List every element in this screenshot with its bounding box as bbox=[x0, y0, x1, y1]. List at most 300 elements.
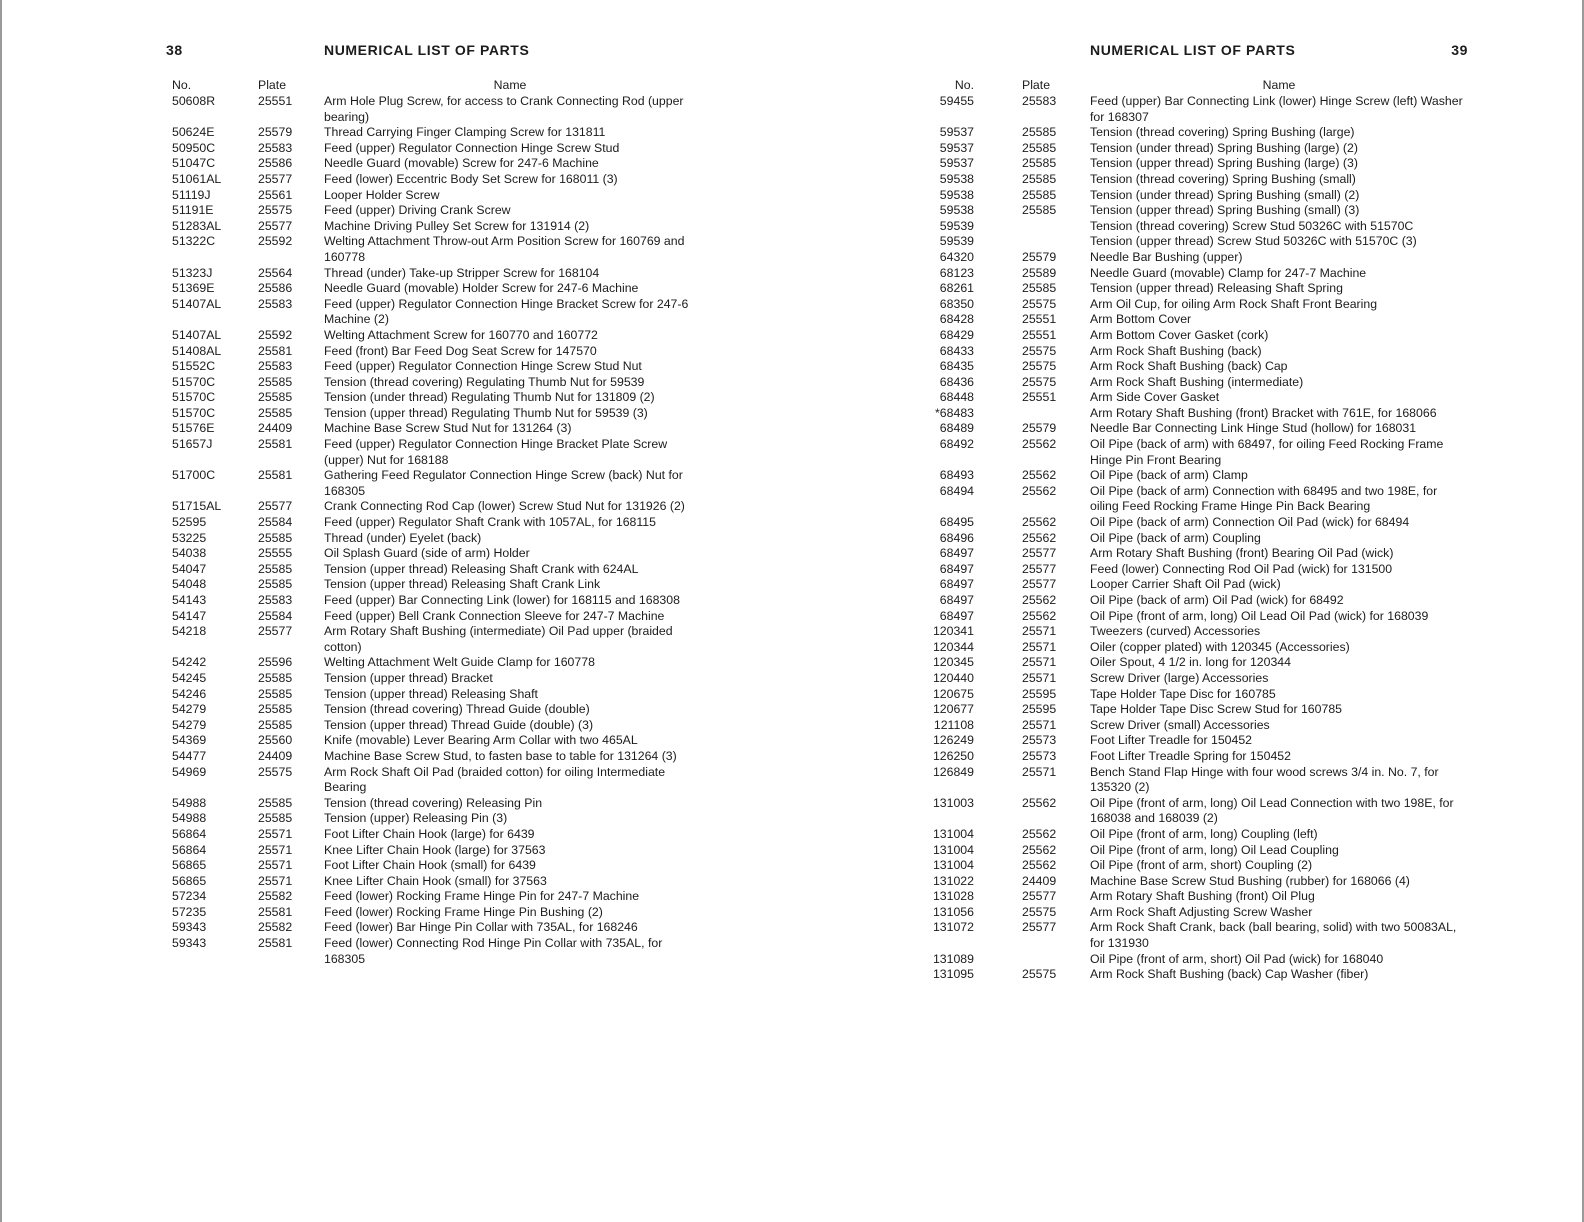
part-name: Tension (under thread) Spring Bushing (large) (2) bbox=[1090, 140, 1358, 155]
table-row bbox=[166, 858, 696, 874]
part-number: 131089 bbox=[932, 951, 974, 966]
plate-number: 25585 bbox=[1022, 156, 1057, 171]
part-name: Feed (lower) Bar Hinge Pin Collar with 735AL, for 168246 bbox=[324, 920, 638, 935]
part-number: 120677 bbox=[932, 702, 974, 717]
plate-number: 25583 bbox=[258, 359, 293, 374]
plate-number: 25577 bbox=[258, 171, 293, 186]
table-row bbox=[928, 468, 1468, 484]
table-row bbox=[166, 188, 696, 204]
part-name: Tension (thread covering) Screw Stud 50326C with 51570C bbox=[1090, 218, 1414, 233]
part-number: 68123 bbox=[939, 265, 974, 280]
table-row bbox=[928, 297, 1468, 313]
part-name: Foot Lifter Chain Hook (large) for 6439 bbox=[324, 826, 535, 841]
part-number: 59538 bbox=[939, 171, 974, 186]
table-row bbox=[928, 920, 1468, 951]
part-name: Oil Pipe (back of arm) Connection Oil Pad (wick) for 68494 bbox=[1090, 515, 1410, 530]
part-number: 51700C bbox=[172, 468, 216, 483]
table-row bbox=[166, 765, 696, 796]
part-name: Welting Attachment Screw for 160770 and 160772 bbox=[324, 327, 598, 342]
table-row bbox=[928, 609, 1468, 625]
part-name: Arm Rock Shaft Bushing (back) bbox=[1090, 343, 1262, 358]
part-number: 51369E bbox=[172, 281, 215, 296]
part-number: 120344 bbox=[932, 639, 974, 654]
table-row bbox=[166, 671, 696, 687]
plate-number: 25561 bbox=[258, 187, 293, 202]
part-number: 51407AL bbox=[172, 327, 222, 342]
table-row bbox=[166, 125, 696, 141]
part-name: Oil Pipe (front of arm, long) Oil Lead Oil Pad (wick) for 168039 bbox=[1090, 608, 1429, 623]
column-header-no: No. bbox=[172, 78, 192, 92]
part-number: 126849 bbox=[932, 764, 974, 779]
table-row bbox=[166, 94, 696, 125]
plate-number: 25585 bbox=[258, 561, 293, 576]
plate-number: 25562 bbox=[1022, 858, 1057, 873]
part-name: Oil Pipe (front of arm, short) Oil Pad (wick) for 168040 bbox=[1090, 951, 1384, 966]
plate-number: 25585 bbox=[258, 686, 293, 701]
part-name: Oil Splash Guard (side of arm) Holder bbox=[324, 546, 530, 561]
table-row bbox=[928, 874, 1468, 890]
plate-number: 25586 bbox=[258, 156, 293, 171]
table-row bbox=[166, 624, 696, 655]
plate-number: 25562 bbox=[1022, 530, 1057, 545]
plate-number: 25562 bbox=[1022, 483, 1057, 498]
part-name: Feed (upper) Driving Crank Screw bbox=[324, 203, 511, 218]
part-name: Thread (under) Eyelet (back) bbox=[324, 530, 482, 545]
table-row bbox=[166, 936, 696, 967]
table-row bbox=[928, 733, 1468, 749]
part-number: 59537 bbox=[939, 140, 974, 155]
part-number: 51552C bbox=[172, 359, 216, 374]
part-number: 126249 bbox=[932, 733, 974, 748]
part-number: 59538 bbox=[939, 203, 974, 218]
table-row bbox=[166, 843, 696, 859]
table-row bbox=[928, 687, 1468, 703]
part-name: Looper Carrier Shaft Oil Pad (wick) bbox=[1090, 577, 1281, 592]
plate-number: 25575 bbox=[1022, 343, 1057, 358]
plate-number: 25571 bbox=[1022, 670, 1057, 685]
part-name: Arm Rotary Shaft Bushing (front) Bearing Oil Pad (wick) bbox=[1090, 546, 1394, 561]
table-row bbox=[928, 328, 1468, 344]
table-row bbox=[166, 562, 696, 578]
plate-number: 25577 bbox=[258, 218, 293, 233]
plate-number: 25560 bbox=[258, 733, 293, 748]
part-name: Feed (lower) Rocking Frame Hinge Pin for 247-7 Machine bbox=[324, 889, 640, 904]
part-number: 54147 bbox=[172, 608, 207, 623]
part-name: Thread (under) Take-up Stripper Screw for 168104 bbox=[324, 265, 600, 280]
plate-number: 25555 bbox=[258, 546, 293, 561]
part-name: Knee Lifter Chain Hook (large) for 37563 bbox=[324, 842, 546, 857]
table-row bbox=[166, 219, 696, 235]
table-row bbox=[928, 655, 1468, 671]
table-row bbox=[166, 390, 696, 406]
table-row bbox=[928, 671, 1468, 687]
part-name: Needle Guard (movable) Holder Screw for 247-6 Machine bbox=[324, 281, 639, 296]
table-row bbox=[166, 718, 696, 734]
part-name: Arm Rock Shaft Crank, back (ball bearing, solid) with two 50083AL, for 131930 bbox=[1090, 920, 1457, 951]
part-number: 54969 bbox=[172, 764, 207, 779]
plate-number: 25562 bbox=[1022, 468, 1057, 483]
page-title: NUMERICAL LIST OF PARTS bbox=[1090, 42, 1296, 58]
part-name: Oil Pipe (front of arm, long) Coupling (left) bbox=[1090, 826, 1318, 841]
part-number: 54245 bbox=[172, 670, 207, 685]
table-row bbox=[928, 203, 1468, 219]
part-name: Tension (under thread) Regulating Thumb Nut for 131809 (2) bbox=[324, 390, 655, 405]
part-number: 52595 bbox=[172, 515, 207, 530]
part-number: 54279 bbox=[172, 702, 207, 717]
plate-number: 25571 bbox=[1022, 624, 1057, 639]
plate-number: 25585 bbox=[258, 405, 293, 420]
plate-number: 25562 bbox=[1022, 593, 1057, 607]
page-number: 38 bbox=[166, 42, 183, 58]
table-row bbox=[166, 889, 696, 905]
table-row bbox=[928, 344, 1468, 360]
part-name: Feed (upper) Bar Connecting Link (lower) for 168115 and 168308 bbox=[324, 593, 680, 607]
part-name: Tension (thread covering) Regulating Thumb Nut for 59539 bbox=[324, 374, 645, 389]
part-name: Oil Pipe (front of arm, short) Coupling (2) bbox=[1090, 858, 1313, 873]
part-number: 68497 bbox=[939, 608, 974, 623]
part-name: Oil Pipe (back of arm) Clamp bbox=[1090, 468, 1248, 483]
part-number: 59455 bbox=[939, 94, 974, 108]
part-number: *68483 bbox=[935, 405, 974, 420]
part-number: 51047C bbox=[172, 156, 216, 171]
table-row bbox=[166, 811, 696, 827]
plate-number: 25571 bbox=[258, 858, 293, 873]
part-number: 51061AL bbox=[172, 171, 222, 186]
right-page-header bbox=[928, 40, 1468, 64]
plate-number: 25582 bbox=[258, 889, 293, 904]
plate-number: 25571 bbox=[1022, 639, 1057, 654]
table-row bbox=[928, 765, 1468, 796]
part-name: Tension (upper thread) Releasing Shaft Spring bbox=[1090, 281, 1343, 296]
plate-number: 25585 bbox=[1022, 140, 1057, 155]
part-name: Oil Pipe (back of arm) with 68497, for oiling Feed Rocking Frame Hinge Pin Front Bearing bbox=[1090, 437, 1444, 467]
plate-number: 25564 bbox=[258, 265, 293, 280]
table-row bbox=[166, 733, 696, 749]
plate-number: 25551 bbox=[1022, 390, 1057, 405]
part-name: Welting Attachment Throw-out Arm Position Screw for 160769 and 160778 bbox=[324, 234, 685, 264]
plate-number: 25571 bbox=[1022, 764, 1057, 779]
table-row bbox=[166, 749, 696, 765]
part-number: 51570C bbox=[172, 405, 216, 420]
plate-number: 25579 bbox=[258, 125, 293, 140]
plate-number: 25585 bbox=[258, 811, 293, 826]
table-row bbox=[928, 702, 1468, 718]
part-name: Tape Holder Tape Disc for 160785 bbox=[1090, 686, 1276, 701]
page-edge-left bbox=[0, 0, 2, 1222]
plate-number: 25595 bbox=[1022, 702, 1057, 717]
part-name: Machine Driving Pulley Set Screw for 131914 (2) bbox=[324, 218, 590, 233]
table-row bbox=[928, 437, 1468, 468]
table-row bbox=[166, 281, 696, 297]
table-row bbox=[928, 546, 1468, 562]
table-row bbox=[166, 593, 696, 609]
part-name: Tension (upper thread) Thread Guide (double) (3) bbox=[324, 717, 594, 732]
part-number: 51191E bbox=[172, 203, 214, 218]
part-number: 54047 bbox=[172, 561, 207, 576]
table-row bbox=[928, 562, 1468, 578]
left-page-header bbox=[166, 40, 696, 64]
part-number: 68497 bbox=[939, 593, 974, 607]
part-name: Welting Attachment Welt Guide Clamp for 160778 bbox=[324, 655, 595, 670]
plate-number: 25585 bbox=[1022, 281, 1057, 296]
table-row bbox=[166, 531, 696, 547]
part-name: Arm Side Cover Gasket bbox=[1090, 390, 1220, 405]
part-number: 68350 bbox=[939, 296, 974, 311]
table-row bbox=[928, 156, 1468, 172]
column-header-row bbox=[928, 78, 1468, 94]
part-number: 68428 bbox=[939, 312, 974, 327]
plate-number: 25562 bbox=[1022, 515, 1057, 530]
plate-number: 25551 bbox=[258, 94, 293, 108]
part-number: 54369 bbox=[172, 733, 207, 748]
plate-number: 25577 bbox=[258, 624, 293, 639]
part-name: Machine Base Screw Stud Bushing (rubber) for 168066 (4) bbox=[1090, 873, 1410, 888]
part-number: 68435 bbox=[939, 359, 974, 374]
part-name: Foot Lifter Chain Hook (small) for 6439 bbox=[324, 858, 536, 873]
part-name: Oiler (copper plated) with 120345 (Accessories) bbox=[1090, 639, 1350, 654]
plate-number: 25585 bbox=[1022, 125, 1057, 140]
part-number: 54242 bbox=[172, 655, 207, 670]
part-name: Feed (front) Bar Feed Dog Seat Screw for 147570 bbox=[324, 343, 597, 358]
part-name: Crank Connecting Rod Cap (lower) Screw Stud Nut for 131926 (2) bbox=[324, 499, 685, 514]
plate-number: 25551 bbox=[1022, 327, 1057, 342]
part-number: 68495 bbox=[939, 515, 974, 530]
plate-number: 25571 bbox=[258, 873, 293, 888]
table-row bbox=[928, 312, 1468, 328]
part-name: Arm Rotary Shaft Bushing (front) Oil Plug bbox=[1090, 889, 1315, 904]
plate-number: 25595 bbox=[1022, 686, 1057, 701]
table-row bbox=[166, 234, 696, 265]
table-row bbox=[928, 172, 1468, 188]
column-header-plate: Plate bbox=[258, 78, 287, 92]
part-number: 51323J bbox=[172, 265, 213, 280]
part-number: 51715AL bbox=[172, 499, 222, 514]
left-page bbox=[166, 40, 696, 967]
part-number: 131004 bbox=[932, 842, 974, 857]
part-number: 51283AL bbox=[172, 218, 222, 233]
part-number: 59537 bbox=[939, 125, 974, 140]
plate-number: 25573 bbox=[1022, 733, 1057, 748]
part-number: 51119J bbox=[172, 187, 211, 202]
part-name: Needle Bar Connecting Link Hinge Stud (hollow) for 168031 bbox=[1090, 421, 1417, 436]
table-row bbox=[928, 375, 1468, 391]
plate-number: 25575 bbox=[258, 764, 293, 779]
part-number: 131022 bbox=[932, 873, 974, 888]
plate-number: 25584 bbox=[258, 608, 293, 623]
table-row bbox=[928, 219, 1468, 235]
table-row bbox=[928, 718, 1468, 734]
column-header-no: No. bbox=[954, 78, 974, 92]
plate-number: 25585 bbox=[258, 530, 293, 545]
table-row bbox=[928, 967, 1468, 983]
part-number: 68433 bbox=[939, 343, 974, 358]
part-name: Tension (thread covering) Thread Guide (double) bbox=[324, 702, 590, 717]
table-row bbox=[166, 297, 696, 328]
part-name: Looper Holder Screw bbox=[324, 187, 440, 202]
plate-number: 25577 bbox=[1022, 920, 1057, 935]
part-number: 50950C bbox=[172, 140, 216, 155]
part-name: Tension (upper thread) Spring Bushing (small) (3) bbox=[1090, 203, 1360, 218]
part-number: 64320 bbox=[939, 249, 974, 264]
part-number: 120345 bbox=[932, 655, 974, 670]
part-name: Feed (upper) Regulator Connection Hinge Bracket Plate Screw (upper) Nut for 168188 bbox=[324, 437, 668, 467]
part-number: 54988 bbox=[172, 795, 207, 810]
part-name: Arm Bottom Cover Gasket (cork) bbox=[1090, 327, 1269, 342]
plate-number: 25577 bbox=[1022, 889, 1057, 904]
table-row bbox=[166, 609, 696, 625]
part-number: 68497 bbox=[939, 577, 974, 592]
table-row bbox=[928, 484, 1468, 515]
table-row bbox=[928, 858, 1468, 874]
part-name: Tension (under thread) Spring Bushing (small) (2) bbox=[1090, 187, 1360, 202]
plate-number: 25562 bbox=[1022, 437, 1057, 452]
column-header-name: Name bbox=[493, 78, 527, 92]
table-row bbox=[928, 749, 1468, 765]
table-row bbox=[928, 640, 1468, 656]
plate-number: 25596 bbox=[258, 655, 293, 670]
table-row bbox=[928, 188, 1468, 204]
part-name: Tension (upper) Releasing Pin (3) bbox=[324, 811, 508, 826]
part-name: Oiler Spout, 4 1/2 in. long for 120344 bbox=[1090, 655, 1291, 670]
part-number: 68492 bbox=[939, 437, 974, 452]
plate-number: 25579 bbox=[1022, 249, 1057, 264]
table-row bbox=[928, 281, 1468, 297]
plate-number: 25571 bbox=[1022, 655, 1057, 670]
part-number: 68448 bbox=[939, 390, 974, 405]
part-name: Oil Pipe (back of arm) Coupling bbox=[1090, 530, 1261, 545]
part-name: Machine Base Screw Stud, to fasten base to table for 131264 (3) bbox=[324, 748, 677, 763]
part-number: 56864 bbox=[172, 842, 207, 857]
part-number: 57235 bbox=[172, 904, 207, 919]
part-number: 51576E bbox=[172, 421, 215, 436]
part-number: 50608R bbox=[172, 94, 216, 108]
part-number: 131004 bbox=[932, 826, 974, 841]
plate-number: 25571 bbox=[258, 842, 293, 857]
table-row bbox=[166, 702, 696, 718]
part-name: Needle Guard (movable) Screw for 247-6 Machine bbox=[324, 156, 599, 171]
part-number: 68261 bbox=[939, 281, 974, 296]
plate-number: 25579 bbox=[1022, 421, 1057, 436]
table-row bbox=[166, 141, 696, 157]
table-row bbox=[928, 125, 1468, 141]
table-row bbox=[166, 687, 696, 703]
plate-number: 25575 bbox=[1022, 296, 1057, 311]
parts-list bbox=[166, 94, 696, 967]
plate-number: 25581 bbox=[258, 904, 293, 919]
plate-number: 25583 bbox=[1022, 94, 1057, 108]
plate-number: 25585 bbox=[258, 795, 293, 810]
part-number: 54246 bbox=[172, 686, 207, 701]
plate-number: 25562 bbox=[1022, 826, 1057, 841]
table-row bbox=[166, 375, 696, 391]
part-name: Tension (upper thread) Screw Stud 50326C with 51570C (3) bbox=[1090, 234, 1417, 249]
plate-number: 25571 bbox=[1022, 717, 1057, 732]
part-number: 59343 bbox=[172, 936, 207, 951]
part-number: 131004 bbox=[932, 858, 974, 873]
column-header-name: Name bbox=[1262, 78, 1296, 92]
part-number: 68436 bbox=[939, 374, 974, 389]
column-header-row bbox=[166, 78, 696, 94]
part-number: 56865 bbox=[172, 873, 207, 888]
table-row bbox=[166, 515, 696, 531]
part-name: Arm Rock Shaft Bushing (intermediate) bbox=[1090, 374, 1304, 389]
part-name: Tension (thread covering) Releasing Pin bbox=[324, 795, 543, 810]
part-name: Oil Pipe (back of arm) Connection with 68495 and two 198E, for oiling Feed Rocking Frame Hinge Pin Back Bearing bbox=[1090, 483, 1438, 514]
part-number: 59539 bbox=[939, 218, 974, 233]
part-number: 54048 bbox=[172, 577, 207, 592]
table-row bbox=[928, 250, 1468, 266]
part-name: Tension (upper thread) Bracket bbox=[324, 670, 493, 685]
plate-number: 25581 bbox=[258, 468, 293, 483]
part-name: Feed (lower) Eccentric Body Set Screw for 168011 (3) bbox=[324, 171, 618, 186]
part-name: Gathering Feed Regulator Connection Hinge Screw (back) Nut for 168305 bbox=[324, 468, 683, 498]
table-row bbox=[166, 437, 696, 468]
part-number: 51322C bbox=[172, 234, 216, 249]
part-number: 68429 bbox=[939, 327, 974, 342]
right-page bbox=[928, 40, 1468, 983]
table-row bbox=[928, 796, 1468, 827]
table-row bbox=[166, 920, 696, 936]
table-row bbox=[166, 344, 696, 360]
part-name: Screw Driver (small) Accessories bbox=[1090, 717, 1270, 732]
table-row bbox=[928, 421, 1468, 437]
part-name: Oil Pipe (front of arm, long) Oil Lead Connection with two 198E, for 168038 and 168039 (2) bbox=[1090, 795, 1454, 826]
plate-number: 25586 bbox=[258, 281, 293, 296]
page-number: 39 bbox=[1451, 42, 1468, 58]
plate-number: 25585 bbox=[258, 374, 293, 389]
plate-number: 25575 bbox=[1022, 359, 1057, 374]
part-number: 54477 bbox=[172, 748, 207, 763]
part-number: 54038 bbox=[172, 546, 207, 561]
plate-number: 25585 bbox=[258, 670, 293, 685]
plate-number: 24409 bbox=[258, 748, 293, 763]
part-name: Tension (thread covering) Spring Bushing (small) bbox=[1090, 171, 1356, 186]
column-header-plate: Plate bbox=[1022, 78, 1051, 92]
part-name: Arm Rock Shaft Bushing (back) Cap bbox=[1090, 359, 1288, 374]
part-number: 56864 bbox=[172, 826, 207, 841]
plate-number: 25562 bbox=[1022, 842, 1057, 857]
part-number: 68493 bbox=[939, 468, 974, 483]
part-number: 68494 bbox=[939, 483, 974, 498]
table-row bbox=[928, 827, 1468, 843]
part-number: 59343 bbox=[172, 920, 207, 935]
table-row bbox=[166, 827, 696, 843]
plate-number: 25562 bbox=[1022, 795, 1057, 810]
part-number: 51570C bbox=[172, 390, 216, 405]
part-number: 54143 bbox=[172, 593, 207, 607]
table-row bbox=[928, 905, 1468, 921]
page-title: NUMERICAL LIST OF PARTS bbox=[324, 42, 530, 58]
part-name: Thread Carrying Finger Clamping Screw for 131811 bbox=[324, 125, 606, 140]
plate-number: 25581 bbox=[258, 437, 293, 452]
plate-number: 25584 bbox=[258, 515, 293, 530]
part-name: Foot Lifter Treadle Spring for 150452 bbox=[1090, 748, 1291, 763]
part-name: Knee Lifter Chain Hook (small) for 37563 bbox=[324, 873, 547, 888]
part-number: 126250 bbox=[932, 748, 974, 763]
part-name: Arm Rock Shaft Bushing (back) Cap Washer (fiber) bbox=[1090, 967, 1369, 982]
plate-number: 25589 bbox=[1022, 265, 1057, 280]
part-name: Tension (upper thread) Releasing Shaft bbox=[324, 686, 538, 701]
part-number: 131028 bbox=[932, 889, 974, 904]
table-row bbox=[928, 94, 1468, 125]
part-name: Bench Stand Flap Hinge with four wood screws 3/4 in. No. 7, for 135320 (2) bbox=[1090, 764, 1439, 795]
table-row bbox=[928, 593, 1468, 609]
part-name: Feed (upper) Regulator Connection Hinge Screw Stud Nut bbox=[324, 359, 642, 374]
part-name: Tension (thread covering) Spring Bushing (large) bbox=[1090, 125, 1355, 140]
part-name: Needle Guard (movable) Clamp for 247-7 Machine bbox=[1090, 265, 1367, 280]
part-name: Tweezers (curved) Accessories bbox=[1090, 624, 1261, 639]
table-row bbox=[166, 577, 696, 593]
